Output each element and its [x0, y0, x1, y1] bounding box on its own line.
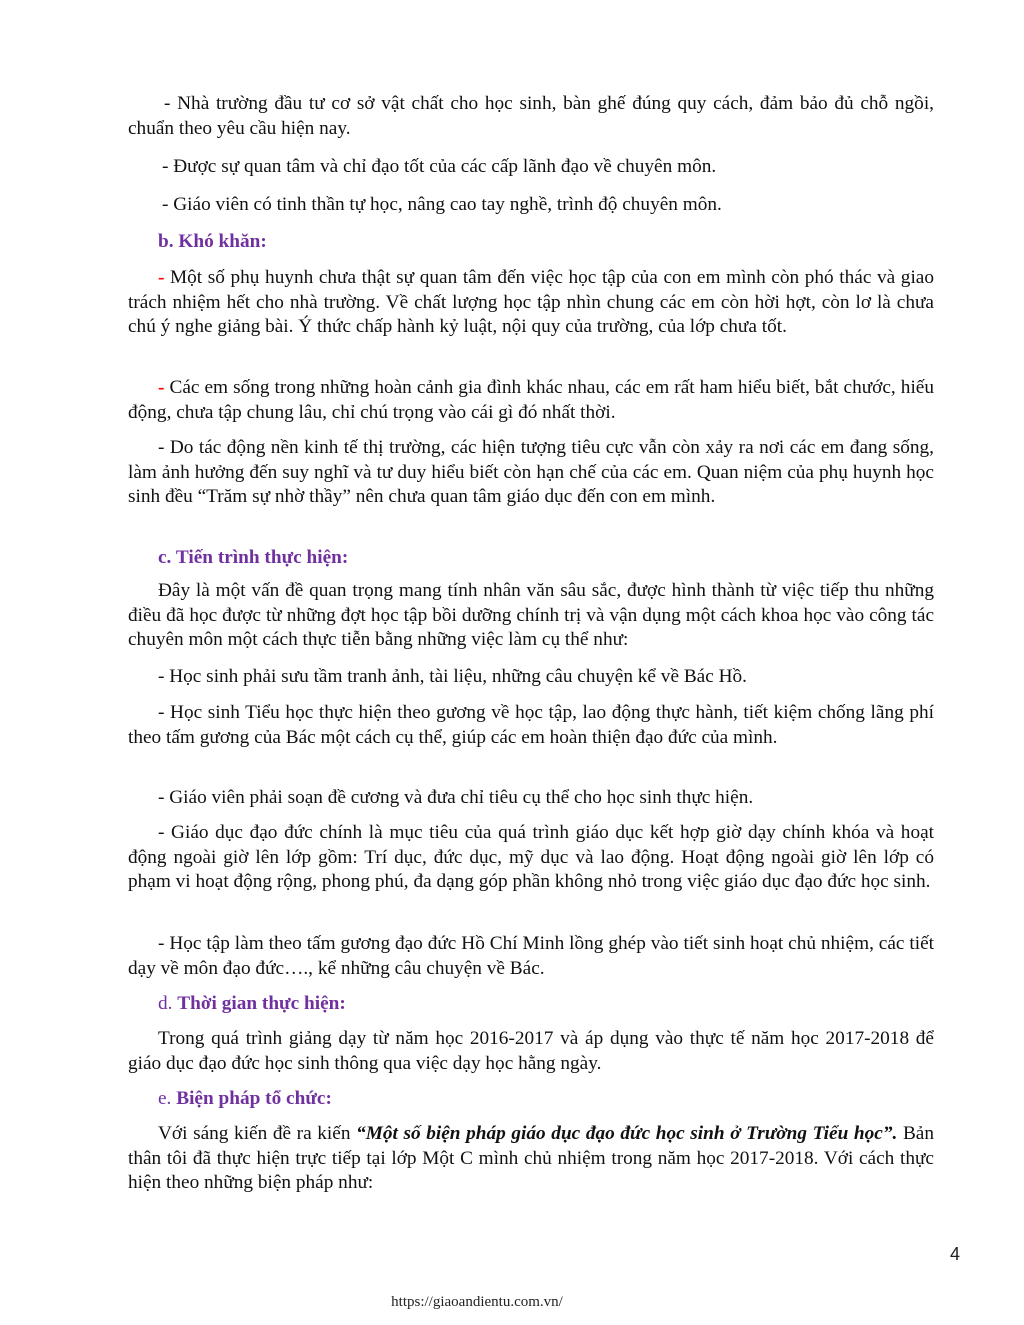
- heading-d-title: Thời gian thực hiện:: [177, 993, 346, 1014]
- difficulty-text-1: Một số phụ huynh chưa thật sự quan tâm đến việc học tập của con em mình còn phó thác và giao trách nhiệm hết cho nhà trường. Về chất lượng học tập nhìn chung các em còn hời hợt, còn lơ là chưa chú ý nghe giảng bài. Ý thức chấp hành kỷ luật, nội quy của trường, của lớp chưa tốt.: [128, 267, 934, 338]
- red-dash: -: [158, 377, 165, 398]
- process-paragraph-2: - Học sinh phải sưu tầm tranh ảnh, tài liệu, những câu chuyện kể về Bác Hồ.: [158, 666, 748, 687]
- advantage-paragraph-2: - Được sự quan tâm và chỉ đạo tốt của các cấp lãnh đạo về chuyên môn.: [162, 156, 717, 177]
- process-paragraph-1: Đây là một vấn đề quan trọng mang tính nhân văn sâu sắc, được hình thành từ việc tiếp thu những điều đã học được từ những đợt học tập bồi dưỡng chính trị và vận dụng một cách khoa học vào công tác chuyên môn một cách thực tiễn bằng những việc làm cụ thể như:: [128, 580, 934, 651]
- difficulty-paragraph-3: - Do tác động nền kinh tế thị trường, các hiện tượng tiêu cực vẫn còn xảy ra nơi các em đang sống, làm ảnh hưởng đến suy nghĩ và tư duy hiểu biết còn hạn chế của các em. Quan niệm của phụ huynh học sinh đều “Trăm sự nhờ thầy” nên chưa quan tâm giáo dục đến con em mình.: [128, 437, 934, 508]
- heading-c-process: c. Tiến trình thực hiện:: [158, 547, 349, 568]
- page-number: 4: [950, 1244, 961, 1264]
- difficulty-text-2: Các em sống trong những hoàn cảnh gia đình khác nhau, các em rất ham hiểu biết, bắt chước, hiếu động, chưa tập chung lâu, chỉ chú trọng vào cái gì đó nhất thời.: [128, 377, 934, 423]
- measures-paragraph: [128, 1122, 934, 1196]
- footer-url: https://giaoandientu.com.vn/: [391, 1294, 563, 1310]
- measures-lead: Với sáng kiến đề ra kiến: [158, 1123, 357, 1144]
- difficulty-paragraph-1: [128, 266, 934, 340]
- advantage-paragraph-1: - Nhà trường đầu tư cơ sở vật chất cho học sinh, bàn ghế đúng quy cách, đảm bảo đủ chỗ ngồi, chuẩn theo yêu cầu hiện nay.: [128, 93, 934, 139]
- heading-e-title: Biện pháp tổ chức:: [176, 1088, 332, 1109]
- process-paragraph-3: - Học sinh Tiểu học thực hiện theo gương về học tập, lao động thực hành, tiết kiệm chống lãng phí theo tấm gương của Bác một cách cụ thể, giúp các em hoàn thiện đạo đức của mình.: [128, 702, 934, 748]
- timeframe-paragraph: Trong quá trình giảng dạy từ năm học 2016-2017 và áp dụng vào thực tế năm học 2017-2018 để giáo dục đạo đức học sinh thông qua việc dạy học hằng ngày.: [128, 1028, 934, 1074]
- measures-rest: Bản thân tôi đã thực hiện trực tiếp tại lớp Một C mình chủ nhiệm trong năm học 2017-2018. Với cách thực hiện theo những biện pháp như:: [128, 1123, 935, 1194]
- difficulty-paragraph-2: [128, 376, 934, 425]
- process-paragraph-4: - Giáo viên phải soạn đề cương và đưa chỉ tiêu cụ thể cho học sinh thực hiện.: [158, 787, 754, 808]
- red-dash: -: [158, 267, 165, 288]
- process-paragraph-6: - Học tập làm theo tấm gương đạo đức Hồ Chí Minh lồng ghép vào tiết sinh hoạt chủ nhiệm, các tiết dạy về môn đạo đức…., kể những câu chuyện về Bác.: [128, 933, 934, 979]
- initiative-title-quote: “Một số biện pháp giáo dục đạo đức học sinh ở Trường Tiểu học”.: [356, 1123, 898, 1144]
- heading-e-letter: e.: [158, 1088, 177, 1109]
- heading-d-timeframe: [128, 992, 934, 1017]
- heading-e-measures: [128, 1087, 934, 1112]
- heading-b-difficulties: b. Khó khăn:: [158, 231, 267, 252]
- process-paragraph-5: - Giáo dục đạo đức chính là mục tiêu của quá trình giáo dục kết hợp giờ dạy chính khóa và hoạt động ngoài giờ lên lớp gồm: Trí dục, đức dục, mỹ dục và lao động. Hoạt động ngoài giờ lên lớp có phạm vi hoạt động rộng, phong phú, đa dạng góp phần không nhỏ trong việc giáo dục đạo đức học sinh.: [128, 822, 934, 893]
- advantage-paragraph-3: - Giáo viên có tinh thần tự học, nâng cao tay nghề, trình độ chuyên môn.: [162, 194, 722, 215]
- heading-d-letter: d.: [158, 993, 178, 1014]
